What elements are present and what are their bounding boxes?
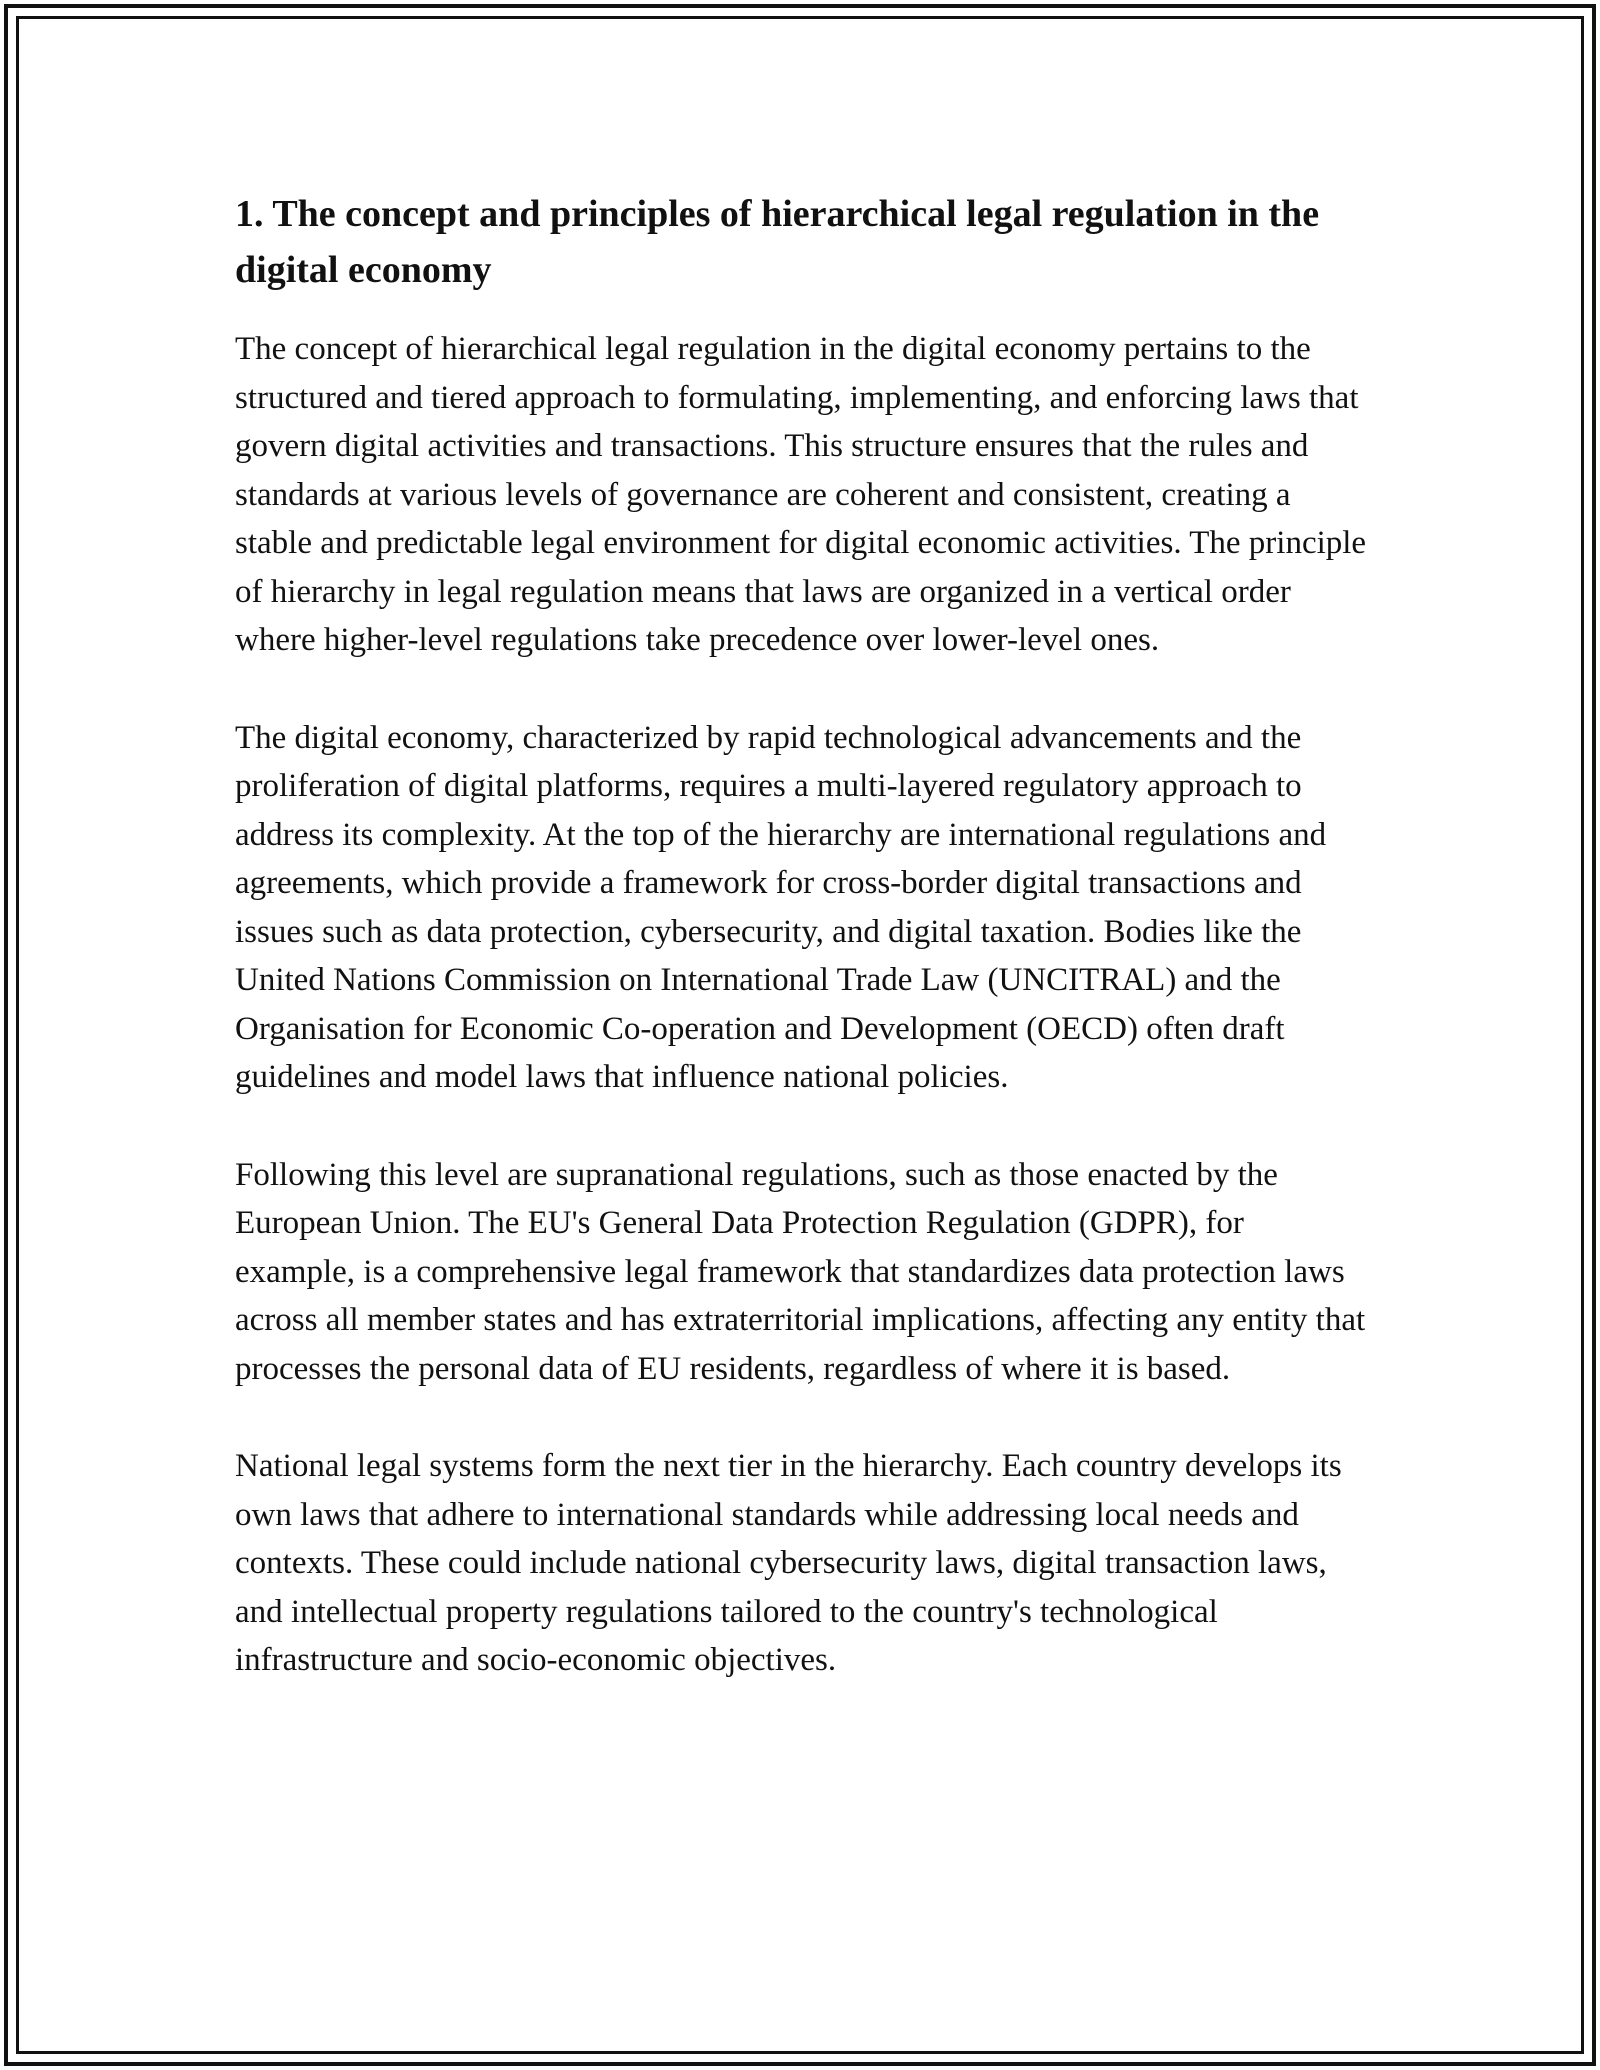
paragraph-3: Following this level are supranational regulations, such as those enacted by the European Union. The EU's General Data Protection Regulation (GDPR), for example, is a comprehensive legal framework that standardizes data protection laws across all member states and has extraterritorial implications, affecting any entity that processes the personal data of EU residents, regardless of where it is based. <box>235 1156 1366 1387</box>
paragraph-4: National legal systems form the next tier in the hierarchy. Each country develops its own laws that adhere to international standards while addressing local needs and contexts. These could include national cybersecurity laws, digital transaction laws, and intellectual property regulations tailored to the country's technological infrastructure and socio-economic objectives. <box>235 1448 1342 1678</box>
document-content <box>235 186 1370 1734</box>
section-title: 1. The concept and principles of hierarchical legal regulation in the digital economy <box>235 193 1320 291</box>
paragraph-2: The digital economy, characterized by rapid technological advancements and the proliferation of digital platforms, requires a multi-layered regulatory approach to address its complexity. At the top of the hierarchy are international regulations and agreements, which provide a framework for cross-border digital transactions and issues such as data protection, cybersecurity, and digital taxation. Bodies like the United Nations Commission on International Trade Law (UNCITRAL) and the Organisation for Economic Co-operation and Development (OECD) often draft guidelines and model laws that influence national policies. <box>235 719 1327 1095</box>
paragraph-1: The concept of hierarchical legal regulation in the digital economy pertains to the structured and tiered approach to formulating, implementing, and enforcing laws that govern digital activities and transactions. This structure ensures that the rules and standards at various levels of governance are coherent and consistent, creating a stable and predictable legal environment for digital economic activities. The principle of hierarchy in legal regulation means that laws are organized in a vertical order where higher-level regulations take precedence over lower-level ones. <box>235 331 1367 658</box>
